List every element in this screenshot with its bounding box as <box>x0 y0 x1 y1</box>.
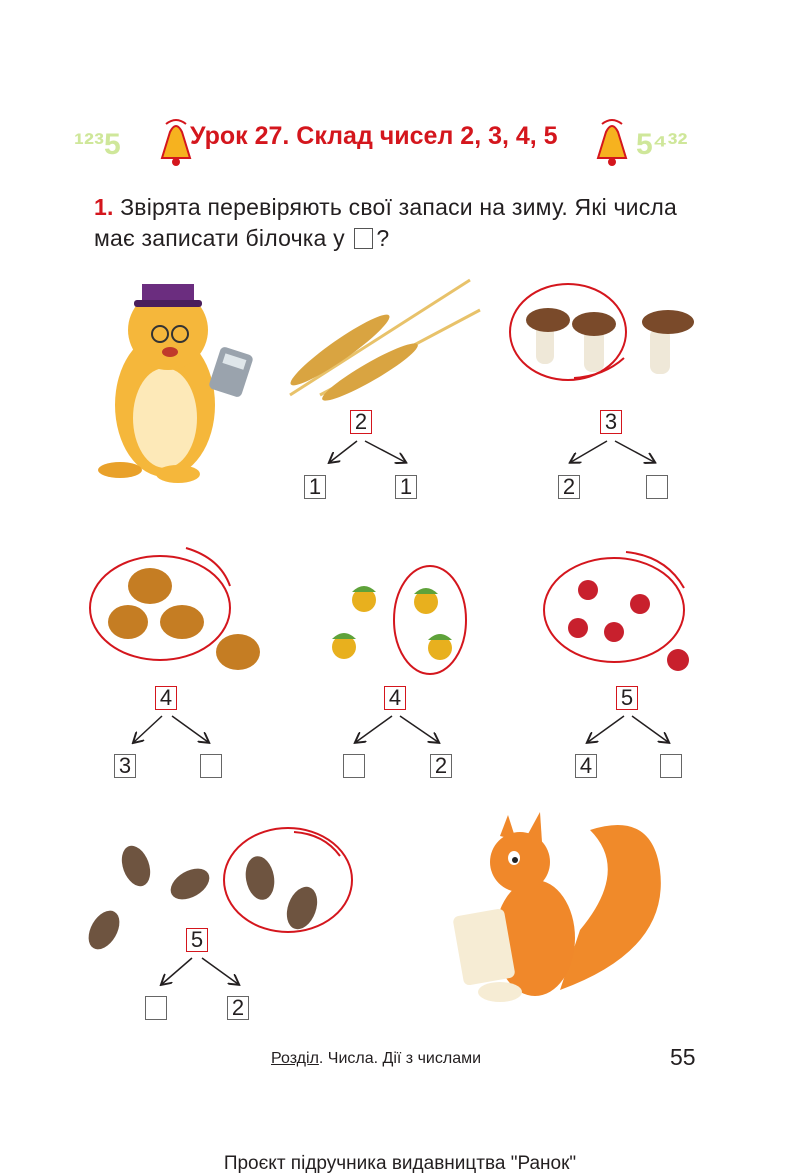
total-value: 2 <box>354 409 368 434</box>
arrow-left <box>330 441 357 462</box>
lesson-title: Урок 27. Склад чисел 2, 3, 4, 5 <box>190 122 558 150</box>
part-value: 3 <box>118 753 132 778</box>
deco-numbers-right: 5⁴³² <box>636 128 688 161</box>
part-value: 4 <box>579 753 593 778</box>
part-box-right[interactable] <box>660 754 682 778</box>
part-box-left[interactable] <box>114 754 136 778</box>
arrow-left <box>571 441 607 462</box>
total-value: 5 <box>620 685 634 710</box>
part-value: 2 <box>434 753 448 778</box>
arrow-left <box>134 716 162 742</box>
arrow-right <box>632 716 668 742</box>
arrow-right <box>615 441 654 462</box>
section-label: Розділ <box>271 1050 319 1067</box>
part-box-left[interactable] <box>304 475 326 499</box>
total-value: 5 <box>190 927 204 952</box>
part-value: 2 <box>562 474 576 499</box>
arrow-right <box>202 958 238 984</box>
total-box <box>350 410 372 434</box>
arrow-left <box>588 716 624 742</box>
arrow-right <box>365 441 405 462</box>
part-box-right[interactable] <box>430 754 452 778</box>
part-box-right[interactable] <box>646 475 668 499</box>
publisher-note: Проєкт підручника видавництва "Ранок" <box>223 1153 577 1174</box>
total-box <box>186 928 208 952</box>
part-box-right[interactable] <box>200 754 222 778</box>
total-value: 4 <box>159 685 173 710</box>
part-value: 2 <box>231 995 245 1020</box>
part-value: 1 <box>399 474 413 499</box>
part-value: 1 <box>308 474 322 499</box>
total-value: 4 <box>388 685 402 710</box>
total-box <box>384 686 406 710</box>
part-box-left[interactable] <box>145 996 167 1020</box>
task-question-mark: ? <box>376 225 390 251</box>
total-box <box>616 686 638 710</box>
total-value: 3 <box>604 409 618 434</box>
total-box <box>600 410 622 434</box>
arrow-left <box>162 958 192 984</box>
task-text-main: Звірята перевіряють свої запаси на зиму. Які числа має записати білочка у <box>94 194 678 251</box>
task-number: 1. <box>94 194 114 220</box>
page-number: 55 <box>670 1044 696 1070</box>
part-box-left[interactable] <box>575 754 597 778</box>
deco-numbers-left: ¹²³5 <box>74 128 121 161</box>
arrow-right <box>400 716 438 742</box>
part-box-left[interactable] <box>558 475 580 499</box>
section-footer <box>271 1050 481 1068</box>
arrow-right <box>172 716 208 742</box>
part-box-left[interactable] <box>343 754 365 778</box>
section-text: . Числа. Дії з числами <box>318 1050 482 1067</box>
part-box-right[interactable] <box>395 475 417 499</box>
total-box <box>155 686 177 710</box>
arrow-left <box>356 716 392 742</box>
part-box-right[interactable] <box>227 996 249 1020</box>
